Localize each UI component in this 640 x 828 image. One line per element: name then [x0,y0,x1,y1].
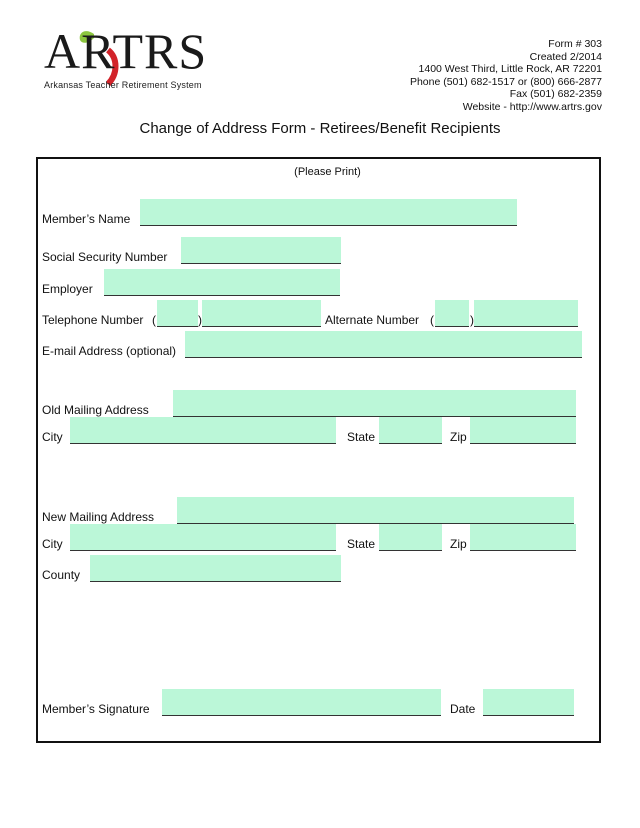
old-state-label: State [347,430,376,444]
employer-field[interactable] [104,269,340,296]
new-city-label: City [42,537,63,551]
old-address-label: Old Mailing Address [42,403,149,417]
member-name-label: Member’s Name [42,212,131,226]
old-state-field[interactable] [379,417,442,444]
ssn-label: Social Security Number [42,250,168,264]
alternate-area-code[interactable] [435,300,469,327]
alternate-number-field[interactable] [474,300,578,327]
email-field[interactable] [185,331,582,358]
old-address-field[interactable] [173,390,576,417]
signature-field[interactable] [162,689,441,716]
form-number: Form # 303 [548,38,602,50]
logo-wordmark: ARTRS [44,23,208,79]
new-city-field[interactable] [70,524,336,551]
employer-label: Employer [42,282,93,296]
new-state-field[interactable] [379,524,442,551]
alt-open-paren: ( [430,313,434,327]
phone-line: Phone (501) 682-1517 or (800) 666-2877 [409,75,602,88]
date-label: Date [450,702,476,716]
telephone-label: Telephone Number [42,313,144,327]
address-line: 1400 West Third, Little Rock, AR 72201 [418,63,602,76]
new-zip-label: Zip [450,537,467,551]
old-city-label: City [42,430,63,444]
website-line: Website - http://www.artrs.gov [462,100,602,113]
ssn-field[interactable] [181,237,341,264]
please-print: (Please Print) [294,166,361,178]
date-field[interactable] [483,689,574,716]
fax-line: Fax (501) 682-2359 [509,88,602,101]
new-state-label: State [347,537,376,551]
old-zip-field[interactable] [470,417,576,444]
created-date: Created 2/2014 [529,50,602,63]
header-info [410,38,602,114]
email-label: E-mail Address (optional) [42,344,177,358]
old-city-field[interactable] [70,417,336,444]
alt-close-paren: ) [470,313,474,327]
logo-subtitle: Arkansas Teacher Retirement System [44,80,202,90]
old-zip-label: Zip [450,430,467,444]
county-field[interactable] [90,555,341,582]
signature-label: Member’s Signature [42,702,150,716]
new-zip-field[interactable] [470,524,576,551]
member-name-field[interactable] [140,199,517,226]
tel-close-paren: ) [198,313,202,327]
county-label: County [42,568,81,582]
alternate-label: Alternate Number [325,313,420,327]
telephone-number-field[interactable] [202,300,321,327]
new-address-label: New Mailing Address [42,510,155,524]
telephone-area-code[interactable] [157,300,198,327]
new-address-field[interactable] [177,497,574,524]
tel-open-paren: ( [152,313,156,327]
form-title: Change of Address Form - Retirees/Benefit Recipients [139,120,501,137]
